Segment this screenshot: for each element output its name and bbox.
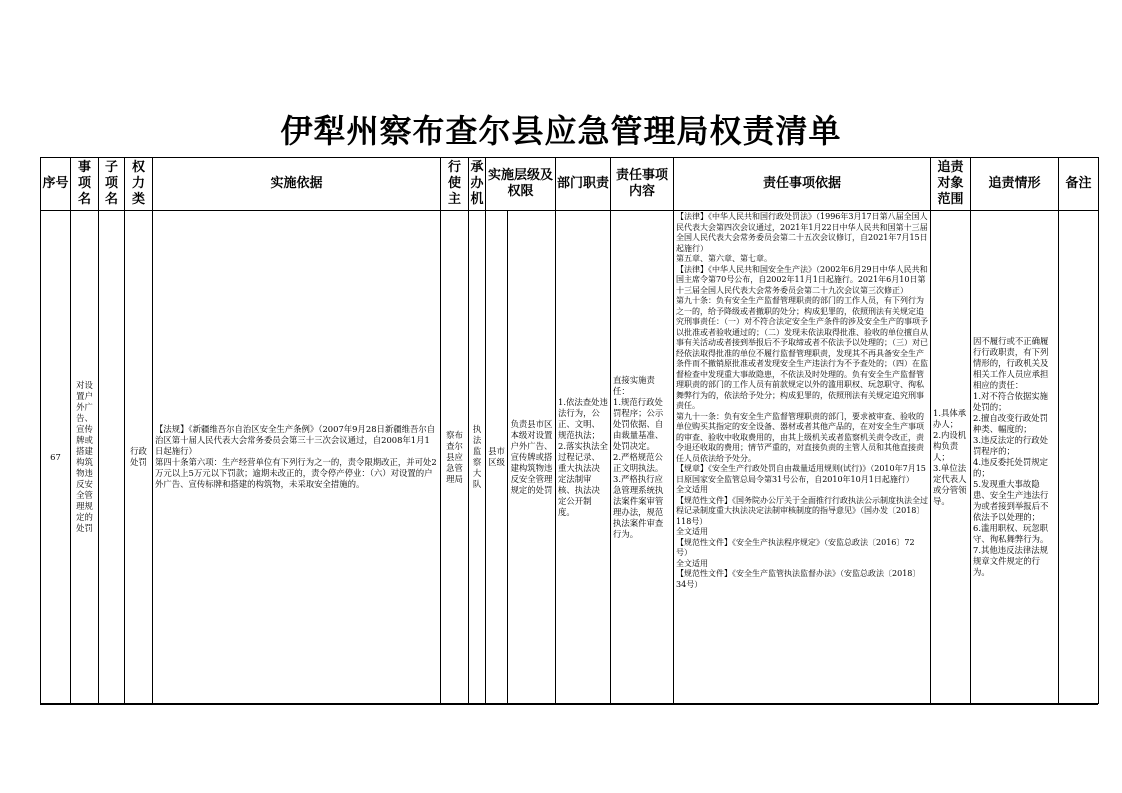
header-undertaker: 承办机	[469, 158, 486, 211]
header-sub-item: 子项名	[99, 158, 125, 211]
table-bottom-border	[40, 704, 1098, 705]
cell-item-name: 对设置户外广告、宣传牌或搭建构筑物违反安全管理规定的处罚	[71, 211, 99, 704]
cell-resp-content: 直接实施责任： 1.规范行政处罚程序；公示处罚依据、自由裁量基准、处罚决定。 2.严格规范公正文明执法。 3.严格执行应急管理系统执法案件案审管理办法，规范执法案件审查行为。	[611, 211, 674, 704]
cell-basis: 【法规】《新疆维吾尔自治区安全生产条例》（2007年9月28日新疆维吾尔自治区第十届人民代表大会常务委员会第三十三次会议通过，自2008年1月1日起施行） 第四十条第六项：生产经营单位有下列行为之一的，责令限期改正，并可处2万元以上5万元以下罚款；逾期未改正的，责令停产停业：（六）对设置的户外广告、宣传标牌和搭建的构筑物，未采取安全措施的。	[153, 211, 441, 704]
header-item-name: 事项名	[71, 158, 99, 211]
cell-resp-basis: 【法律】《中华人民共和国行政处罚法》（1996年3月17日第八届全国人民代表大会第四次会议通过，2021年1月22日中华人民共和国第十三届全国人民代表大会常务委员会第二十五次会议修订，自2021年7月15日起施行） 第五章、第六章、第七章。 【法律】《中华人民共和国安全生产法》（2002年6月29日中华人民共和国主席令第70号公布，自2002年11月1日起施行。2021年6月10日第十三届全国人民代表大会常务委员会第二十九次会议第三次修正） 第九十条：负有安全生产监督管理职责的部门的工作人员，有下列行为之一的，给予降级或者撤职的处分；构成犯罪的，依照刑法有关规定追究刑事责任：（一）对不符合法定安全生产条件的涉及安全生产的事项予以批准或者验收通过的；（二）发现未依法取得批准、验收的单位擅自从事有关活动或者接到举报后不予取缔或者不依法予以处理的；（三）对已经依法取得批准的单位不履行监督管理职责，发现其不再具备安全生产条件而不撤销原批准或者发现安全生产违法行为不予查处的；（四）在监督检查中发现重大事故隐患，不依法及时处理的。负有安全生产监督管理职责的部门的工作人员有前款规定以外的滥用职权、玩忽职守、徇私舞弊行为的，依法给予处分；构成犯罪的，依照刑法有关规定追究刑事责任。 第九十一条：负有安全生产监督管理职责的部门，要求被审查、验收的单位购买其指定的安全设备、器材或者其他产品的，在对安全生产事项的审查、验收中收取费用的，由其上级机关或者监察机关责令改正，责令退还收取的费用；情节严重的，对直接负责的主管人员和其他直接责任人员依法给予处分。 【规章】《安全生产行政处罚自由裁量适用规则(试行)》（2010年7月15日原国家安全监管总局令第31号公布，自2010年10月1日起施行） 全文适用 【规范性文件】《国务院办公厅关于全面推行行政执法公示制度执法全过程记录制度重大执法决定法制审核制度的指导意见》（国办发〔2018〕118号） 全文适用 【规范性文件】《安全生产执法程序规定》（安监总政法〔2016〕72号） 全文适用 【规范性文件】《安全生产监管执法监督办法》（安监总政法〔2018〕34号）	[674, 211, 931, 704]
cell-target: 1.具体承办人； 2.内设机构负责人； 3.单位法定代表人或分管领导。	[931, 211, 971, 704]
cell-power-type: 行政处罚	[125, 211, 153, 704]
header-power-type: 权力类	[125, 158, 153, 211]
header-remarks: 备注	[1059, 158, 1099, 211]
header-duty: 部门职责	[556, 158, 611, 211]
cell-seq: 67	[41, 211, 71, 704]
cell-undertaker: 执法监察大队	[469, 211, 486, 704]
header-basis: 实施依据	[153, 158, 441, 211]
authority-table	[40, 157, 1099, 704]
header-level: 实施层级及权限	[486, 158, 556, 211]
header-row	[41, 158, 1099, 211]
header-resp-basis: 责任事项依据	[674, 158, 931, 211]
cell-duty: 1.依法查处违法行为，公正、文明、规范执法； 2.落实执法全过程记录、重大执法决定法制审核、执法决定公开制度。	[556, 211, 611, 704]
header-seq: 序号	[41, 158, 71, 211]
cell-level-a: 县市区级	[486, 211, 508, 704]
table-row	[41, 211, 1099, 704]
cell-level-b: 负责县市区本级对设置户外广告、宣传牌或搭建构筑物违反安全管理规定的处罚	[508, 211, 556, 704]
header-subject: 行使主	[441, 158, 469, 211]
cell-remarks	[1059, 211, 1099, 704]
header-target: 追责对象范围	[931, 158, 971, 211]
page-title: 伊犁州察布查尔县应急管理局权责清单	[280, 112, 842, 150]
cell-sub-item	[99, 211, 125, 704]
header-situation: 追责情形	[971, 158, 1059, 211]
cell-situation: 因不履行或不正确履行行政职责，有下列情形的，行政机关及相关工作人员应承担相应的责任： 1.对不符合依据实施处罚的； 2.擅自改变行政处罚种类、幅度的； 3.违反法定的行政处罚程序的； 4.违反委托处罚规定的； 5.发现重大事故隐患、安全生产违法行为或者接到举报后不依法予以处理的； 6.滥用职权、玩忽职守、徇私舞弊行为。 7.其他违反法律法规规章文件规定的行为。	[971, 211, 1059, 704]
header-resp-content: 责任事项内容	[611, 158, 674, 211]
cell-subject: 察布查尔县应急管理局	[441, 211, 469, 704]
